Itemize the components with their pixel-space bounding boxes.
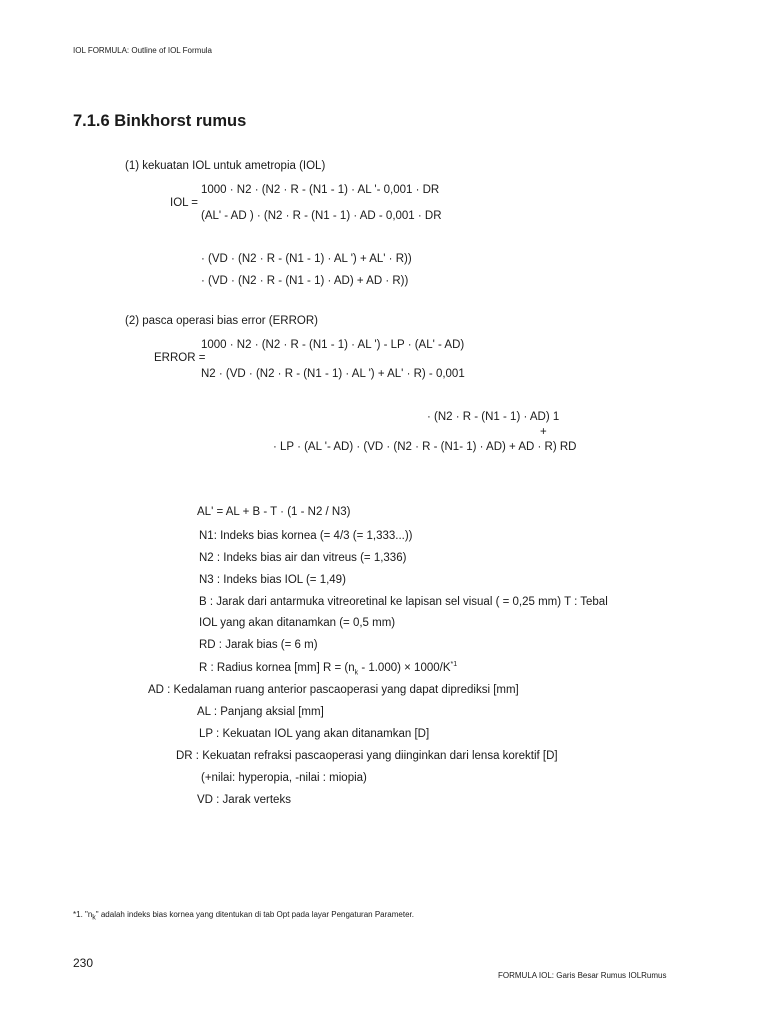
def-b-line2: IOL yang akan ditanamkan (= 0,5 mm)	[199, 617, 396, 629]
def-r-sup: *1	[450, 661, 458, 669]
def-vd: VD : Jarak verteks	[197, 794, 291, 806]
def-dr-note: (+nilai: hyperopia, -nilai : miopia)	[201, 772, 367, 784]
part1-line-b: · (VD · (N2 · R - (N1 - 1) · AD) + AD · R))	[201, 275, 409, 287]
part2-lhs: ERROR =	[154, 352, 206, 364]
part2-numerator: 1000 · N2 · (N2 · R - (N1 - 1) · AL ') - LP · (AL' - AD)	[201, 339, 465, 351]
def-al: AL : Panjang aksial [mm]	[197, 706, 324, 718]
part1-lhs: IOL =	[170, 197, 199, 209]
def-r-prefix: R : Radius kornea [mm] R = (n	[199, 662, 355, 674]
part2-denominator: N2 · (VD · (N2 · R - (N1 - 1) · AL ') + AL' · R) - 0,001	[201, 368, 465, 380]
def-r-sub: k	[354, 669, 359, 677]
def-rd: RD : Jarak bias (= 6 m)	[199, 639, 318, 651]
part1-denominator: (AL' - AD ) · (N2 · R - (N1 - 1) · AD - 0,001 · DR	[201, 210, 442, 222]
def-r	[199, 661, 457, 675]
def-al-prime: AL' = AL + B - T · (1 - N2 / N3)	[197, 506, 351, 518]
footnote-text: " adalah indeks bias kornea yang ditentukan di tab Opt pada layar Pengaturan Parameter.	[95, 910, 414, 919]
footnote-sub: k	[92, 914, 96, 922]
def-n3: N3 : Indeks bias IOL (= 1,49)	[199, 574, 346, 586]
def-ad: AD : Kedalaman ruang anterior pascaoperasi yang dapat diprediksi [mm]	[148, 684, 519, 696]
part1-label: (1) kekuatan IOL untuk ametropia (IOL)	[125, 160, 326, 172]
part2-fraction-denominator: · LP · (AL '- AD) · (VD · (N2 · R - (N1- 1) · AD) + AD · R) RD	[273, 441, 577, 453]
def-dr: DR : Kekuatan refraksi pascaoperasi yang diinginkan dari lensa korektif [D]	[176, 750, 558, 762]
running-footer: FORMULA IOL: Garis Besar Rumus IOLRumus	[498, 971, 667, 980]
def-n1: N1: Indeks bias kornea (= 4/3 (= 1,333...))	[199, 530, 413, 542]
part2-fraction-numerator: · (N2 · R - (N1 - 1) · AD) 1	[427, 411, 560, 423]
def-b-line1: B : Jarak dari antarmuka vitreoretinal ke lapisan sel visual ( = 0,25 mm) T : Tebal	[199, 596, 608, 608]
part1-numerator: 1000 · N2 · (N2 · R - (N1 - 1) · AL '- 0,001 · DR	[201, 184, 440, 196]
running-header: IOL FORMULA: Outline of IOL Formula	[73, 46, 213, 55]
def-n2: N2 : Indeks bias air dan vitreus (= 1,336)	[199, 552, 407, 564]
def-r-middle: - 1.000) × 1000/K	[358, 662, 451, 674]
part2-plus: +	[540, 426, 547, 438]
page-number: 230	[73, 956, 94, 970]
footnote-prefix: *1. "n	[73, 910, 93, 919]
footnote	[73, 910, 414, 920]
part1-line-a: · (VD · (N2 · R - (N1 - 1) · AL ') + AL' · R))	[201, 253, 412, 265]
section-title: 7.1.6 Binkhorst rumus	[73, 112, 247, 130]
part2-label: (2) pasca operasi bias error (ERROR)	[125, 315, 319, 327]
def-lp: LP : Kekuatan IOL yang akan ditanamkan [D]	[199, 728, 430, 740]
